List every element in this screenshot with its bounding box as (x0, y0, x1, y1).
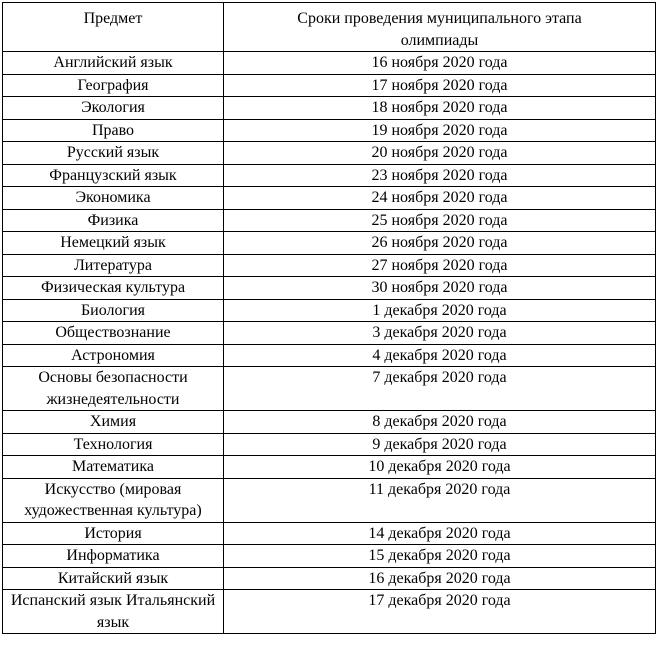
table-row (3, 119, 656, 142)
subject-cell: Искусство (мировая художественная культура) (3, 478, 224, 522)
date-cell: 8 декабря 2020 года (224, 411, 656, 434)
table-row (3, 74, 656, 97)
table-row (3, 567, 656, 590)
olympiad-schedule-table (2, 2, 656, 634)
date-cell: 18 ноября 2020 года (224, 97, 656, 120)
subject-cell: География (3, 74, 224, 97)
date-cell: 16 ноября 2020 года (224, 52, 656, 75)
table-row (3, 478, 656, 522)
table-row (3, 433, 656, 456)
date-cell: 14 декабря 2020 года (224, 522, 656, 545)
table-row (3, 209, 656, 232)
table-row (3, 277, 656, 300)
subject-cell: Испанский язык Итальянский язык (3, 590, 224, 634)
subject-cell: Математика (3, 456, 224, 479)
subject-cell: Английский язык (3, 52, 224, 75)
date-cell: 11 декабря 2020 года (224, 478, 656, 522)
table-row (3, 52, 656, 75)
subject-cell: Обществознание (3, 322, 224, 345)
subject-cell: Французский язык (3, 164, 224, 187)
table-row (3, 411, 656, 434)
date-cell: 7 декабря 2020 года (224, 367, 656, 411)
table-row (3, 97, 656, 120)
date-cell: 10 декабря 2020 года (224, 456, 656, 479)
table-row (3, 344, 656, 367)
table-row (3, 367, 656, 411)
subject-cell: Экология (3, 97, 224, 120)
subject-cell: Китайский язык (3, 567, 224, 590)
date-cell: 24 ноября 2020 года (224, 187, 656, 210)
table-row (3, 545, 656, 568)
table-row (3, 232, 656, 255)
subject-cell: Немецкий язык (3, 232, 224, 255)
date-cell: 26 ноября 2020 года (224, 232, 656, 255)
subject-cell: Биология (3, 299, 224, 322)
subject-cell: Информатика (3, 545, 224, 568)
date-cell: 3 декабря 2020 года (224, 322, 656, 345)
date-cell: 9 декабря 2020 года (224, 433, 656, 456)
date-cell: 15 декабря 2020 года (224, 545, 656, 568)
date-cell: 23 ноября 2020 года (224, 164, 656, 187)
column-header-dates: Сроки проведения муниципального этапа олимпиады (224, 3, 656, 52)
date-cell: 20 ноября 2020 года (224, 142, 656, 165)
table-header-row (3, 3, 656, 52)
subject-cell: Физическая культура (3, 277, 224, 300)
date-cell: 27 ноября 2020 года (224, 254, 656, 277)
subject-cell: Физика (3, 209, 224, 232)
column-header-subject: Предмет (3, 3, 224, 52)
date-cell: 19 ноября 2020 года (224, 119, 656, 142)
subject-cell: Химия (3, 411, 224, 434)
table-row (3, 187, 656, 210)
table-row (3, 254, 656, 277)
subject-cell: Технология (3, 433, 224, 456)
date-cell: 17 ноября 2020 года (224, 74, 656, 97)
subject-cell: Основы безопасности жизнедеятельности (3, 367, 224, 411)
table-row (3, 456, 656, 479)
subject-cell: Литература (3, 254, 224, 277)
table-row (3, 164, 656, 187)
date-cell: 30 ноября 2020 года (224, 277, 656, 300)
subject-cell: Экономика (3, 187, 224, 210)
date-cell: 16 декабря 2020 года (224, 567, 656, 590)
table-row (3, 590, 656, 634)
table-row (3, 322, 656, 345)
table-row (3, 522, 656, 545)
subject-cell: Астрономия (3, 344, 224, 367)
subject-cell: Право (3, 119, 224, 142)
date-cell: 17 декабря 2020 года (224, 590, 656, 634)
date-cell: 4 декабря 2020 года (224, 344, 656, 367)
subject-cell: Русский язык (3, 142, 224, 165)
table-row (3, 142, 656, 165)
table-row (3, 299, 656, 322)
date-cell: 25 ноября 2020 года (224, 209, 656, 232)
date-cell: 1 декабря 2020 года (224, 299, 656, 322)
subject-cell: История (3, 522, 224, 545)
